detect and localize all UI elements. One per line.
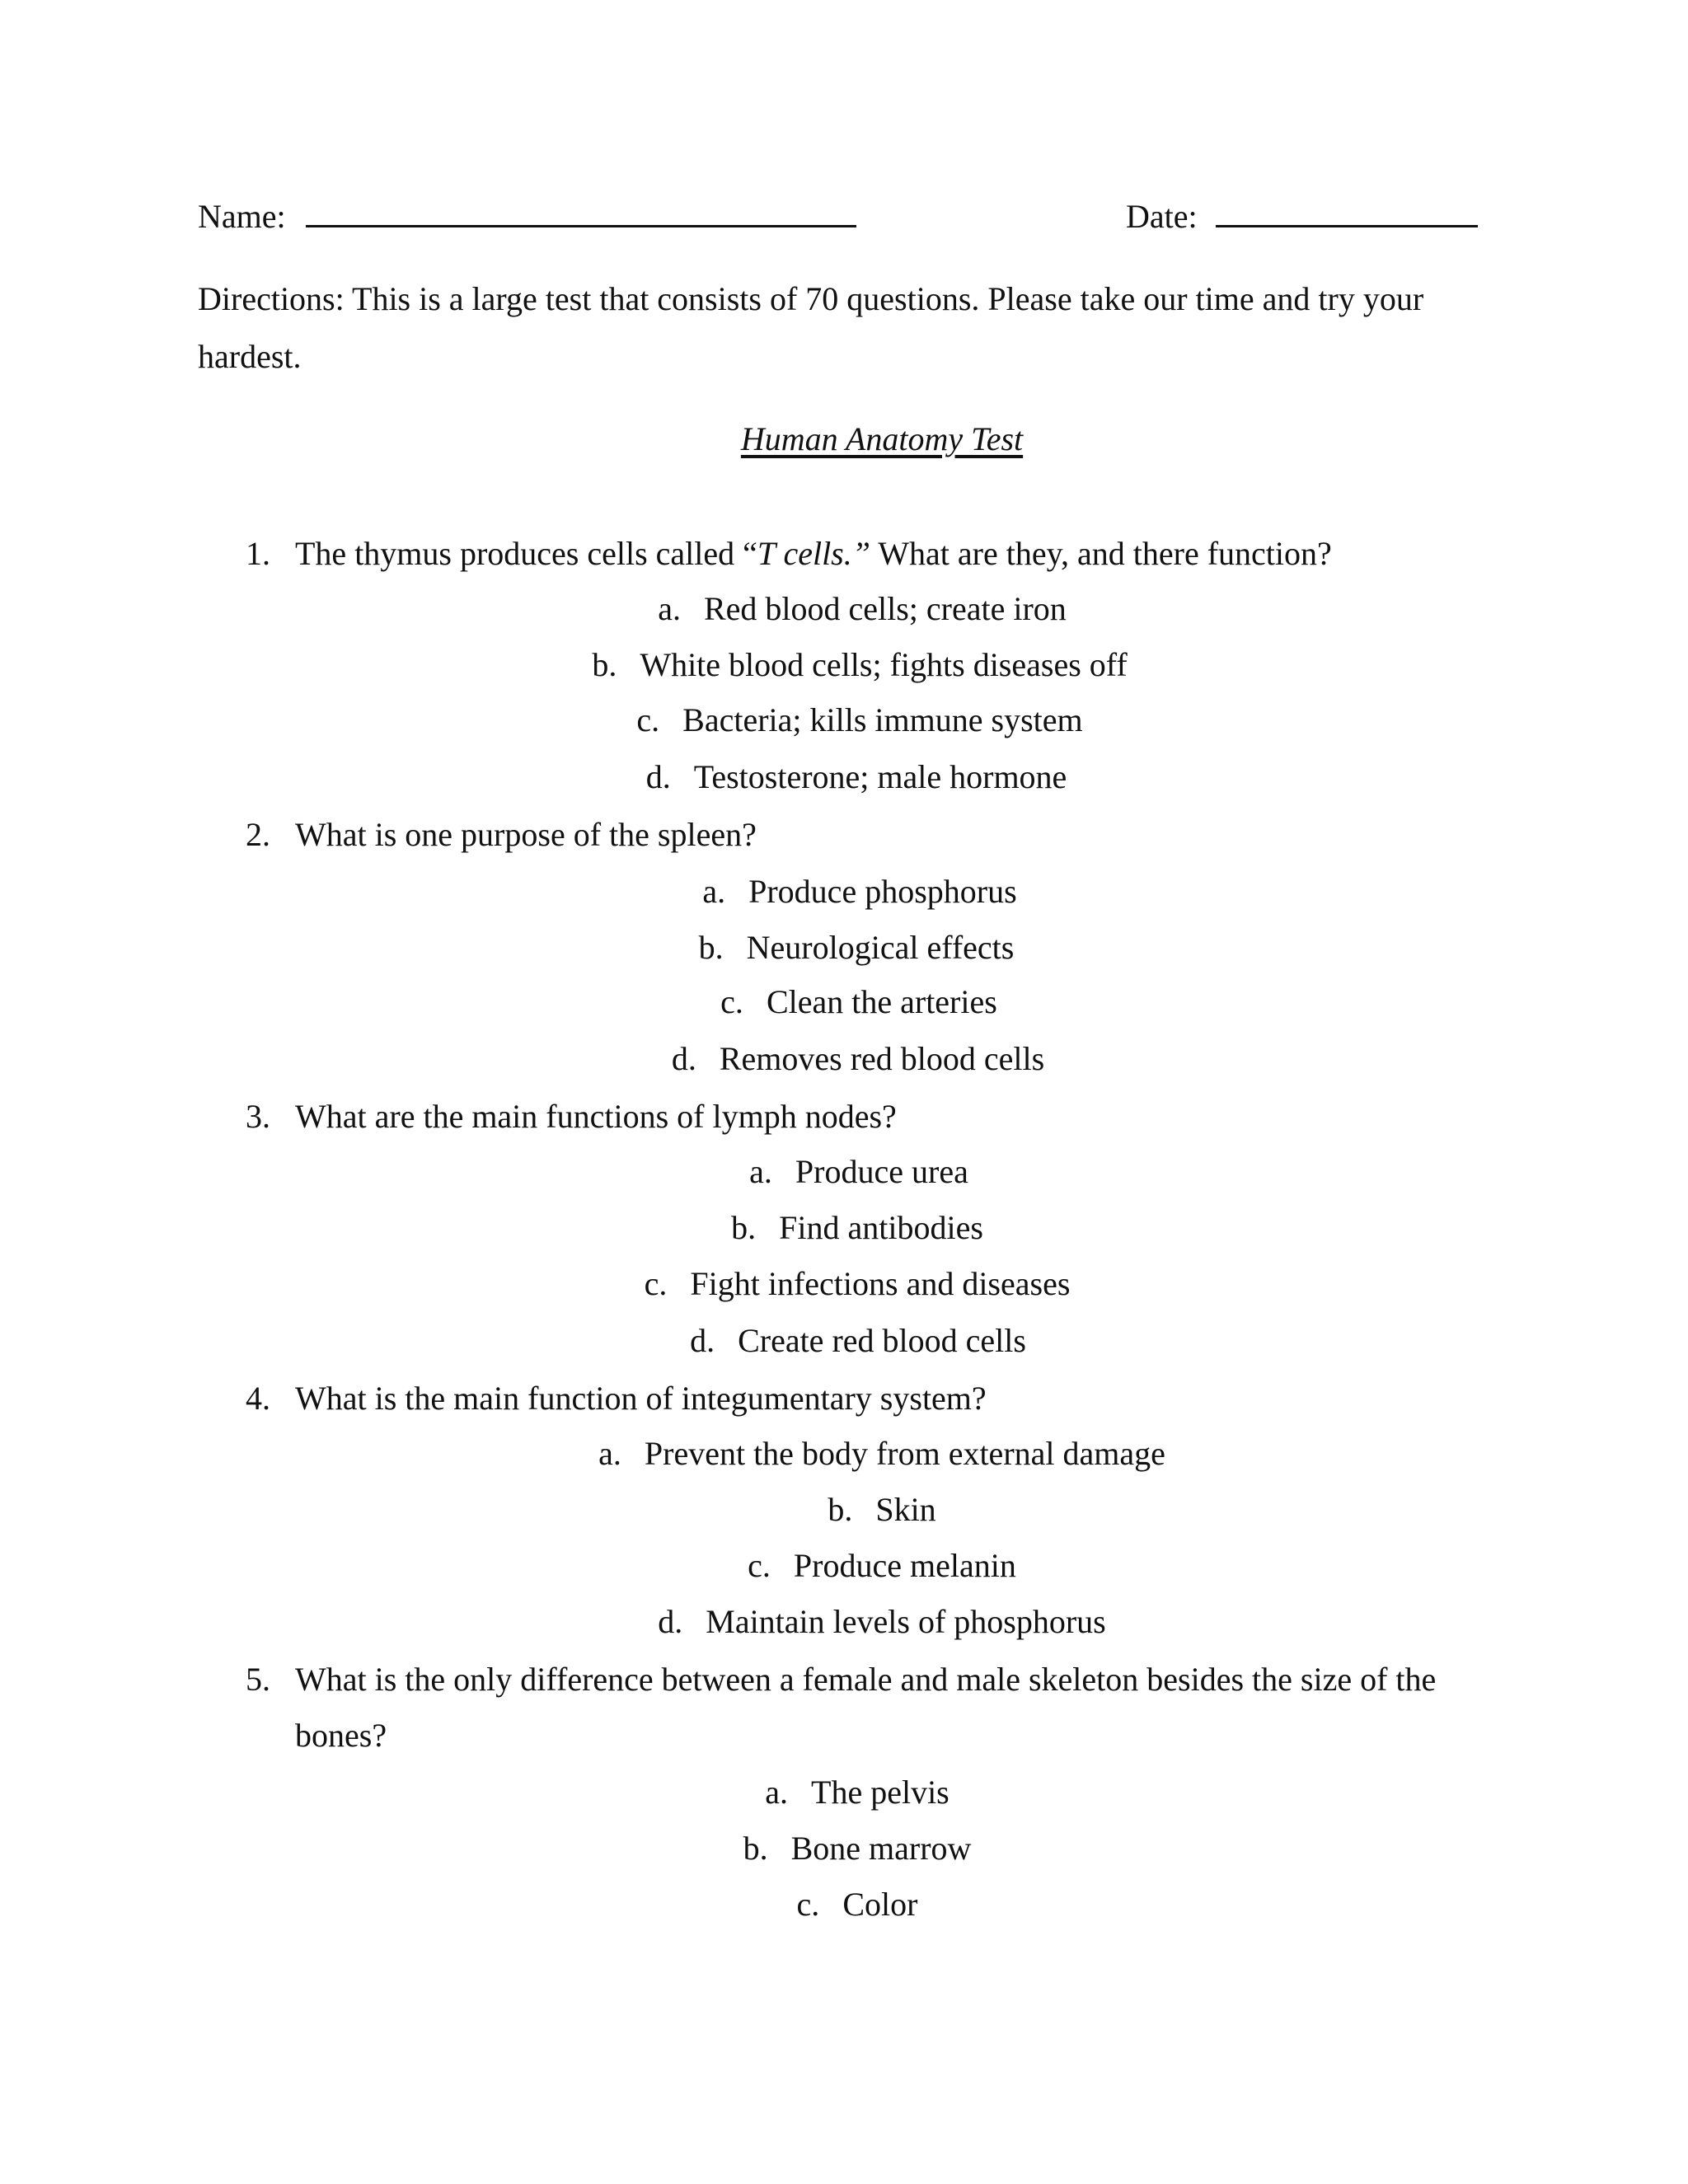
option-text: Removes red blood cells	[719, 1040, 1045, 1077]
option-letter: a.	[658, 590, 681, 627]
option-letter: d.	[645, 758, 671, 795]
option-3b[interactable]	[731, 1209, 983, 1246]
option-letter: b.	[828, 1491, 853, 1528]
option-text: Color	[842, 1886, 918, 1923]
option-text: Produce urea	[795, 1153, 968, 1190]
date-blank[interactable]	[1216, 200, 1478, 227]
option-3c[interactable]	[644, 1265, 1071, 1302]
date-field	[1126, 200, 1478, 233]
question-5	[246, 1663, 1436, 1696]
option-2a[interactable]	[702, 875, 1016, 908]
option-text: Clean the arteries	[766, 983, 997, 1020]
option-5b[interactable]	[743, 1832, 972, 1865]
option-letter: d.	[671, 1040, 696, 1077]
option-5a[interactable]	[765, 1776, 950, 1809]
question-4	[246, 1382, 987, 1415]
question-text: What is the only difference between a female and male skeleton besides the size of the	[295, 1661, 1437, 1698]
option-letter: b.	[698, 929, 724, 966]
option-text: Bacteria; kills immune system	[682, 701, 1083, 738]
test-title: Human Anatomy Test	[740, 420, 1024, 457]
option-text: Produce melanin	[793, 1547, 1016, 1584]
option-4b[interactable]	[828, 1493, 935, 1526]
question-number: 2.	[246, 816, 270, 853]
question-2	[246, 818, 757, 851]
option-letter: d.	[690, 1322, 715, 1359]
option-text: Create red blood cells	[738, 1322, 1026, 1359]
option-letter: a.	[749, 1153, 772, 1190]
option-4c[interactable]	[748, 1549, 1016, 1582]
question-number: 4.	[246, 1380, 270, 1417]
question-text: What are the main functions of lymph nodes?	[295, 1098, 897, 1135]
option-1a[interactable]	[658, 590, 1067, 627]
name-label: Name:	[198, 198, 286, 235]
option-1c[interactable]	[636, 701, 1083, 738]
question-1	[246, 537, 1332, 570]
directions-line-1: Directions: This is a large test that consists of 70 questions. Please take our time and try your	[198, 280, 1424, 317]
question-text: The thymus produces cells called “	[295, 535, 757, 572]
option-text: Maintain levels of phosphorus	[706, 1603, 1106, 1640]
question-number: 5.	[246, 1661, 270, 1698]
question-text-italic: T cells.”	[757, 535, 870, 572]
option-1d[interactable]	[645, 758, 1067, 795]
question-5-continued: bones?	[295, 1717, 387, 1754]
question-number: 1.	[246, 535, 270, 572]
option-3a[interactable]	[749, 1155, 968, 1188]
question-3	[246, 1100, 897, 1133]
option-letter: c.	[748, 1547, 771, 1584]
option-letter: a.	[765, 1774, 789, 1811]
option-letter: b.	[592, 646, 617, 683]
option-letter: b.	[743, 1830, 768, 1867]
option-text: Fight infections and diseases	[690, 1265, 1071, 1302]
option-3d[interactable]	[690, 1324, 1026, 1357]
option-4a[interactable]	[598, 1437, 1165, 1470]
option-text: Bone marrow	[790, 1830, 972, 1867]
option-1b[interactable]	[592, 646, 1128, 683]
option-letter: c.	[644, 1265, 668, 1302]
option-letter: d.	[658, 1603, 683, 1640]
option-letter: c.	[636, 701, 660, 738]
question-text: What is one purpose of the spleen?	[295, 816, 757, 853]
name-blank[interactable]	[306, 200, 856, 227]
option-text: The pelvis	[811, 1774, 950, 1811]
option-text: White blood cells; fights diseases off	[640, 646, 1128, 683]
option-text: Produce phosphorus	[748, 873, 1017, 910]
date-label: Date:	[1126, 198, 1198, 235]
option-letter: c.	[720, 983, 743, 1020]
option-text: Find antibodies	[779, 1209, 983, 1246]
option-text: Neurological effects	[746, 929, 1015, 966]
option-letter: b.	[731, 1209, 757, 1246]
option-2d[interactable]	[671, 1040, 1045, 1077]
option-4d[interactable]	[658, 1605, 1106, 1638]
question-text: What are they, and there function?	[870, 535, 1332, 572]
option-text: Prevent the body from external damage	[644, 1435, 1165, 1472]
option-letter: a.	[598, 1435, 621, 1472]
option-5c[interactable]	[797, 1888, 918, 1921]
option-text: Red blood cells; create iron	[703, 590, 1067, 627]
option-letter: a.	[702, 873, 726, 910]
option-letter: c.	[796, 1886, 820, 1923]
question-text: What is the main function of integumentary system?	[295, 1380, 987, 1417]
option-2c[interactable]	[720, 983, 997, 1020]
option-text: Testosterone; male hormone	[693, 758, 1067, 795]
option-text: Skin	[875, 1491, 936, 1528]
name-field	[198, 200, 856, 233]
option-2b[interactable]	[699, 931, 1015, 964]
question-number: 3.	[246, 1098, 270, 1135]
directions-line-2: hardest.	[198, 338, 302, 375]
